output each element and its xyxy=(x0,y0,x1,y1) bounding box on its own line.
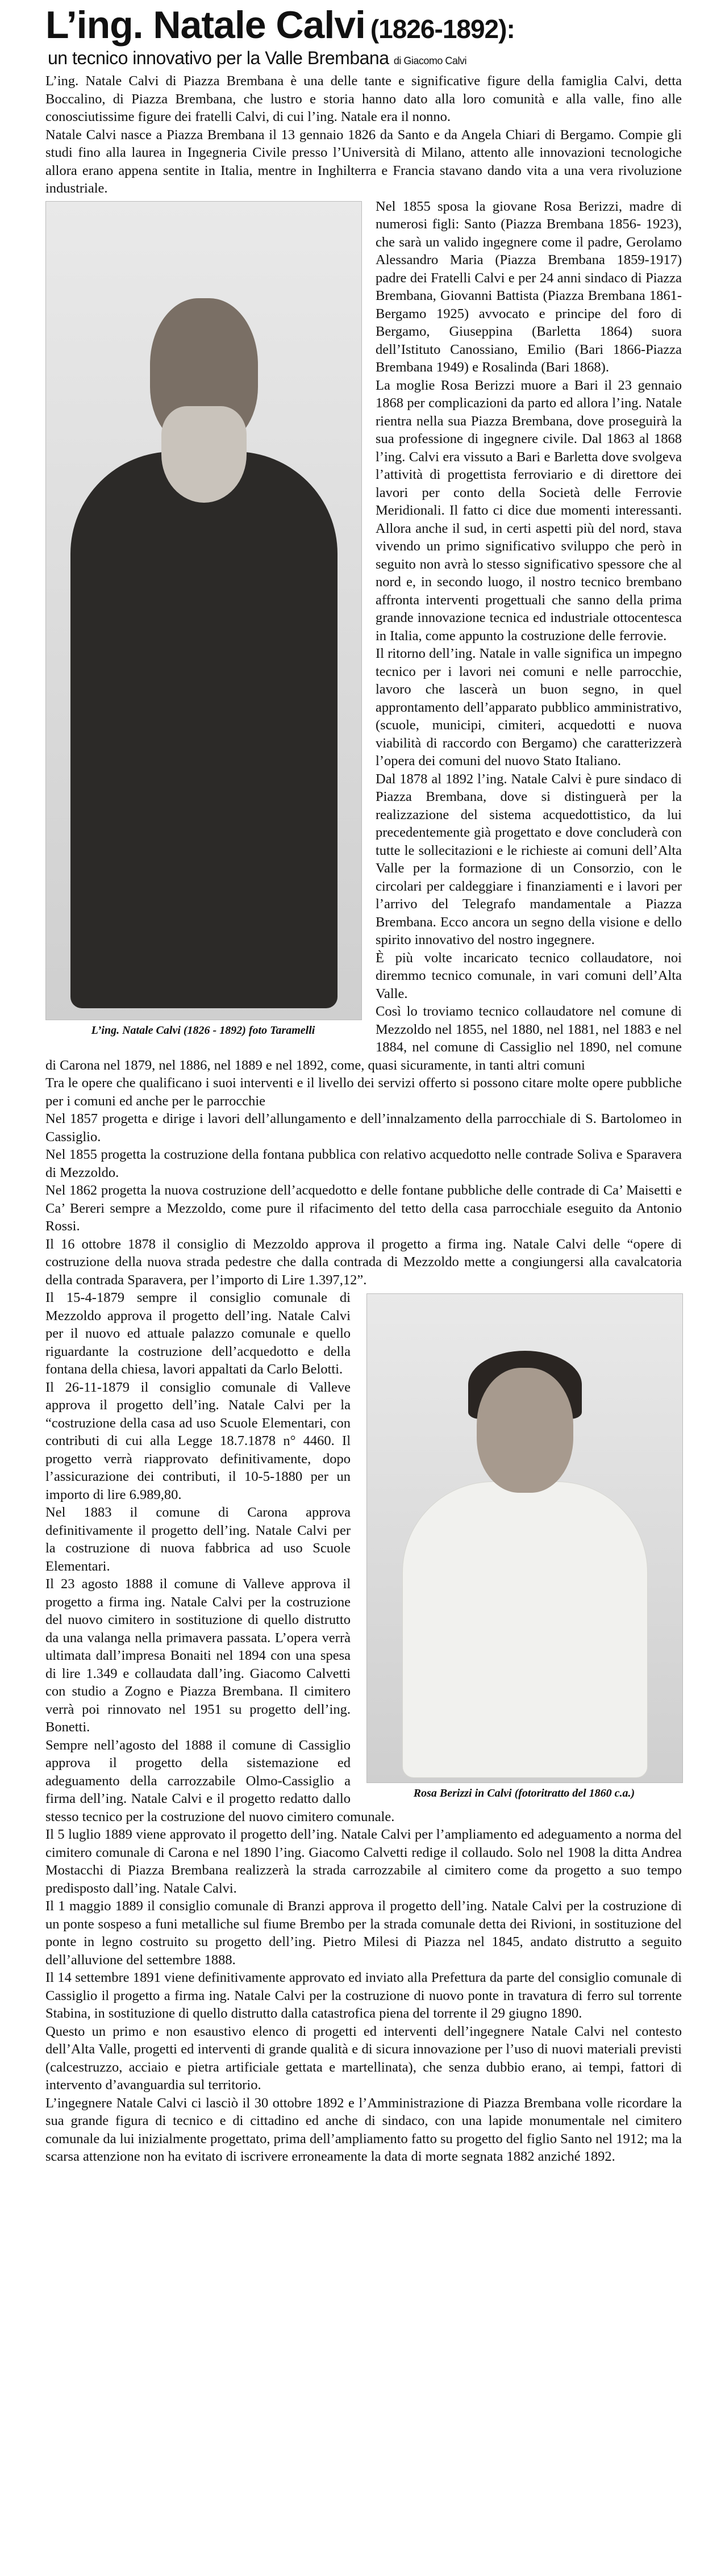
paragraph: Il 16 ottobre 1878 il consiglio di Mezzoldo approva il progetto a firma ing. Natale Calvi delle “opere di costruzione della nuova strada pedestre che dalla contrada di Mezzoldo mette a congiungersi alla cavalcatoria della contrada Sparavera, per l’importo di Lire 1.397,12”. xyxy=(45,1236,682,1288)
portrait-photo xyxy=(45,201,362,1020)
paragraph: Nel 1855 progetta la costruzione della fontana pubblica con relativo acquedotto nelle contrade Soliva e Sparavera di Mezzoldo. xyxy=(45,1147,682,1180)
paragraph: Così lo troviamo tecnico collaudatore nel comune di Mezzoldo nel 1855, nel 1880, nel 1881, nel 1883 e nel 1884, nel comune di Cassiglio nel 1890, nel comune di Carona nel 1879, nel 1886, nel 1889 e nel 1892, come, quasi sicuramente, in tanti altri comuni xyxy=(45,1004,682,1073)
paragraph: La moglie Rosa Berizzi muore a Bari il 23 gennaio 1868 per complicazioni da parto ed allora l’ing. Natale rientra nella sua Piazza Brembana, dove proseguirà la sua professione di ingegnere civile. Dal 1863 al 1868 l’ing. Calvi era vissuto a Bari e Barletta dove svolgeva l’attività di progettista ferroviario e di direttore dei lavori per conto della Società delle Ferrovie Meridionali. Il fatto ci dice due momenti interessanti. Allora anche il sud, in certi aspetti più del nord, stava vivendo un primo significativo sviluppo che però in seguito non avrà lo stesso significativo spessore che al nord e, in secondo luogo, il nostro tecnico brembano affronta interventi progettuali che sanno della prima grande innovazione tecnica ed industriale ottocentesca in Italia, come appunto la costruzione delle ferrovie. xyxy=(376,377,682,644)
paragraph: Il 5 luglio 1889 viene approvato il progetto dell’ing. Natale Calvi per l’ampliamento ed adeguamento a norma del cimitero comunale di Carona e nel 1890 l’ing. Giacomo Calvetti redige il collaudo. Solo nel 1908 la ditta Andrea Mostacchi di Piazza Brembana realizzerà la strada carrozzabile al cimitero come da progetto a suo tempo predisposto dall’ing. Natale Calvi. xyxy=(45,1827,682,1896)
portrait-caption: L’ing. Natale Calvi (1826 - 1892) foto Taramelli xyxy=(91,1024,315,1037)
article-body xyxy=(45,72,682,2166)
paragraph: L’ingegnere Natale Calvi ci lasciò il 30 ottobre 1892 e l’Amministrazione di Piazza Brembana volle ricordare la sua grande figura di tecnico e di cittadino ed anche di sindaco, con una lapide monumentale nel cimitero comunale da lui inizialmente progettato, prima dell’ampliamento fatto su progetto del figlio Santo nel 1912; ma la scarsa attenzione non ha evitato di iscrivere erroneamente la data di morte segnata 1882 anziché 1892. xyxy=(45,2095,682,2164)
title-name: L’ing. Natale Calvi xyxy=(45,3,365,47)
title-years: (1826-1892): xyxy=(370,14,515,44)
paragraph: Nel 1883 il comune di Carona approva definitivamente il progetto dell’ing. Natale Calvi per la costruzione di nuova fabbrica ad uso Scuole Elementari. xyxy=(45,1505,351,1574)
author-byline: di Giacomo Calvi xyxy=(393,55,466,66)
paragraph: Dal 1878 al 1892 l’ing. Natale Calvi è pure sindaco di Piazza Brembana, dove si distinguerà per la realizzazione del sistema acquedottistico, da lui precedentemente già progettato e dove concluderà con tutte le sollecitazioni e le richieste ai comuni dell’Alta Valle per la formazione di un Consorzio, con le circolari per caldeggiare i finanziamenti e i lavori per l’arrivo del Telegrafo mandamentale a Piazza Brembana. Ecco ancora un segno della visione e dello spirito innovativo del nostro ingegnere. xyxy=(376,771,682,947)
paragraph: Questo un primo e non esaustivo elenco di progetti ed interventi dell’ingegnere Natale Calvi nel contesto dell’Alta Valle, progetti ed interventi di grande qualità e di sicura innovazione per l’uso di nuovi materiali previsti (calcestruzzo, acciaio e pietra artificiale gettata e martellinata), che senza dubbio erano, ai tempi, fattori di intervento d’avanguardia sul territorio. xyxy=(45,2023,682,2093)
paragraph: Nel 1862 progetta la nuova costruzione dell’acquedotto e delle fontane pubbliche delle contrade di Ca’ Maisetti e Ca’ Bereri sempre a Mezzoldo, come pure il rifacimento del tetto della casa parrocchiale eseguito da Antonio Rossi. xyxy=(45,1183,682,1234)
paragraph: Il 15-4-1879 sempre il consiglio comunale di Mezzoldo approva il progetto dell’ing. Natale Calvi per il nuovo ed attuale palazzo comunale e quello riguardante la costruzione dell’acquedotto e della fontana della chiesa, lavori appaltati da Carlo Belotti. xyxy=(45,1290,351,1377)
paragraph: Il 26-11-1879 il consiglio comunale di Valleve approva il progetto dell’ing. Natale Calvi per la “costruzione della casa ad uso Scuole Elementari, con contributi di cui alla Legge 18.7.1878 n° 4460. Il progetto verrà riapprovato definitivamente, dopo l’assicurazione dei contributi, il 10-5-1880 per un importo di lire 6.989,80. xyxy=(45,1379,351,1502)
paragraph: Il 14 settembre 1891 viene definitivamente approvato ed inviato alla Prefettura da parte del consiglio comunale di Cassiglio il progetto a firma ing. Natale Calvi per la costruzione di nuovo ponte in travatura di ferro sul torrente Stabina, in sostituzione di quello distrutto dalla catastrofica piena del torrente il 29 giugno 1890. xyxy=(45,1970,682,2021)
article xyxy=(45,3,682,2166)
article-title xyxy=(45,3,682,47)
paragraph: Il 1 maggio 1889 il consiglio comunale di Branzi approva il progetto dell’ing. Natale Calvi per la costruzione di un ponte sospeso a funi metalliche sul fiume Brembo per la strada comunale detta dei Rivioni, in sostituzione del ponte in legno costruito su progetto dell’ing. Pietro Milesi di Piazza nel 1845, andato distrutto a seguito dell’alluvione del settembre 1888. xyxy=(45,1898,682,1968)
portrait-rosa-berizzi xyxy=(366,1293,682,1800)
portrait-photo xyxy=(366,1293,683,1783)
subtitle-text: un tecnico innovativo per la Valle Brembana xyxy=(48,48,389,68)
paragraph: Tra le opere che qualificano i suoi interventi e il livello dei servizi offerto si possono citare molte opere pubbliche per i comuni ed anche per le parrocchie xyxy=(45,1075,682,1109)
article-subtitle xyxy=(48,48,682,69)
paragraph: Sempre nell’agosto del 1888 il comune di Cassiglio approva il progetto della sistemazione ed adeguamento della carrozzabile Olmo-Cassiglio a firma dell’ing. Natale Calvi e il progetto redatto dallo stesso tecnico per la costruzione del nuovo cimitero comunale. xyxy=(45,1737,395,1825)
paragraph: Natale Calvi nasce a Piazza Brembana il 13 gennaio 1826 da Santo e da Angela Chiari di Bergamo. Compie gli studi fino alla laurea in Ingegneria Civile presso l’Università di Milano, attento alle innovazioni tecnologiche allora erano appena sentite in Italia, mentre in Inghilterra e Francia stavano dando vita a una vera rivoluzione industriale. xyxy=(45,127,682,196)
paragraph: Nel 1855 sposa la giovane Rosa Berizzi, madre di numerosi figli: Santo (Piazza Brembana 1856- 1923), che sarà un valido ingegnere come il padre, Gerolamo Alessandro Maria (Piazza Brembana 1859-1917) padre dei Fratelli Calvi e per 24 anni sindaco di Piazza Brembana, Giovanni Battista (Piazza Brembana 1861-Bergamo 1925) avvocato e principe del foro di Bergamo, Giuseppina (Barletta 1864) suora dell’Istituto Canossiano, Emilio (Bari 1866-Piazza Brembana 1949) e Rosalinda (Bari 1868). xyxy=(376,198,682,375)
paragraph: È più volte incaricato tecnico collaudatore, noi diremmo tecnico comunale, in vari comuni dell’Alta Valle. xyxy=(376,950,682,1001)
portrait-natale-calvi xyxy=(45,201,361,1037)
paragraph: L’ing. Natale Calvi di Piazza Brembana è una delle tante e significative figure della famiglia Calvi, detta Boccalino, di Piazza Brembana, che lustro e storia hanno dato alla loro comunità e alla valle, fino alle conosciutissime figure dei fratelli Calvi, di cui l’ing. Natale era il nonno. xyxy=(45,73,682,124)
portrait-caption: Rosa Berizzi in Calvi (fotoritratto del 1860 c.a.) xyxy=(413,1787,635,1800)
paragraph: Il ritorno dell’ing. Natale in valle significa un impegno tecnico per i lavori nei comuni e nelle parrocchie, lavoro che lascerà un buon segno, in quel approntamento dell’apparato pubblico amministrativo, (scuole, municipi, cimiteri, acquedotti e nuova viabilità di raccordo con Bergamo) che caratterizzerà l’opera dei comuni del nuovo Stato Italiano. xyxy=(376,646,682,769)
paragraph: Il 23 agosto 1888 il comune di Valleve approva il progetto a firma ing. Natale Calvi per la costruzione del nuovo cimitero in sostituzione di quello distrutto da una valanga nella primavera passata. L’opera verrà ultimata dall’impresa Bonaiti nel 1894 con una spesa di lire 1.349 e collaudata dall’ing. Giacomo Calvetti con studio a Zogno e Piazza Brembana. Il cimitero verrà poi rinnovato nel 1951 su progetto dell’ing. Bonetti. xyxy=(45,1576,351,1735)
paragraph: Nel 1857 progetta e dirige i lavori dell’allungamento e dell’innalzamento della parrocchiale di S. Bartolomeo in Cassiglio. xyxy=(45,1111,682,1145)
